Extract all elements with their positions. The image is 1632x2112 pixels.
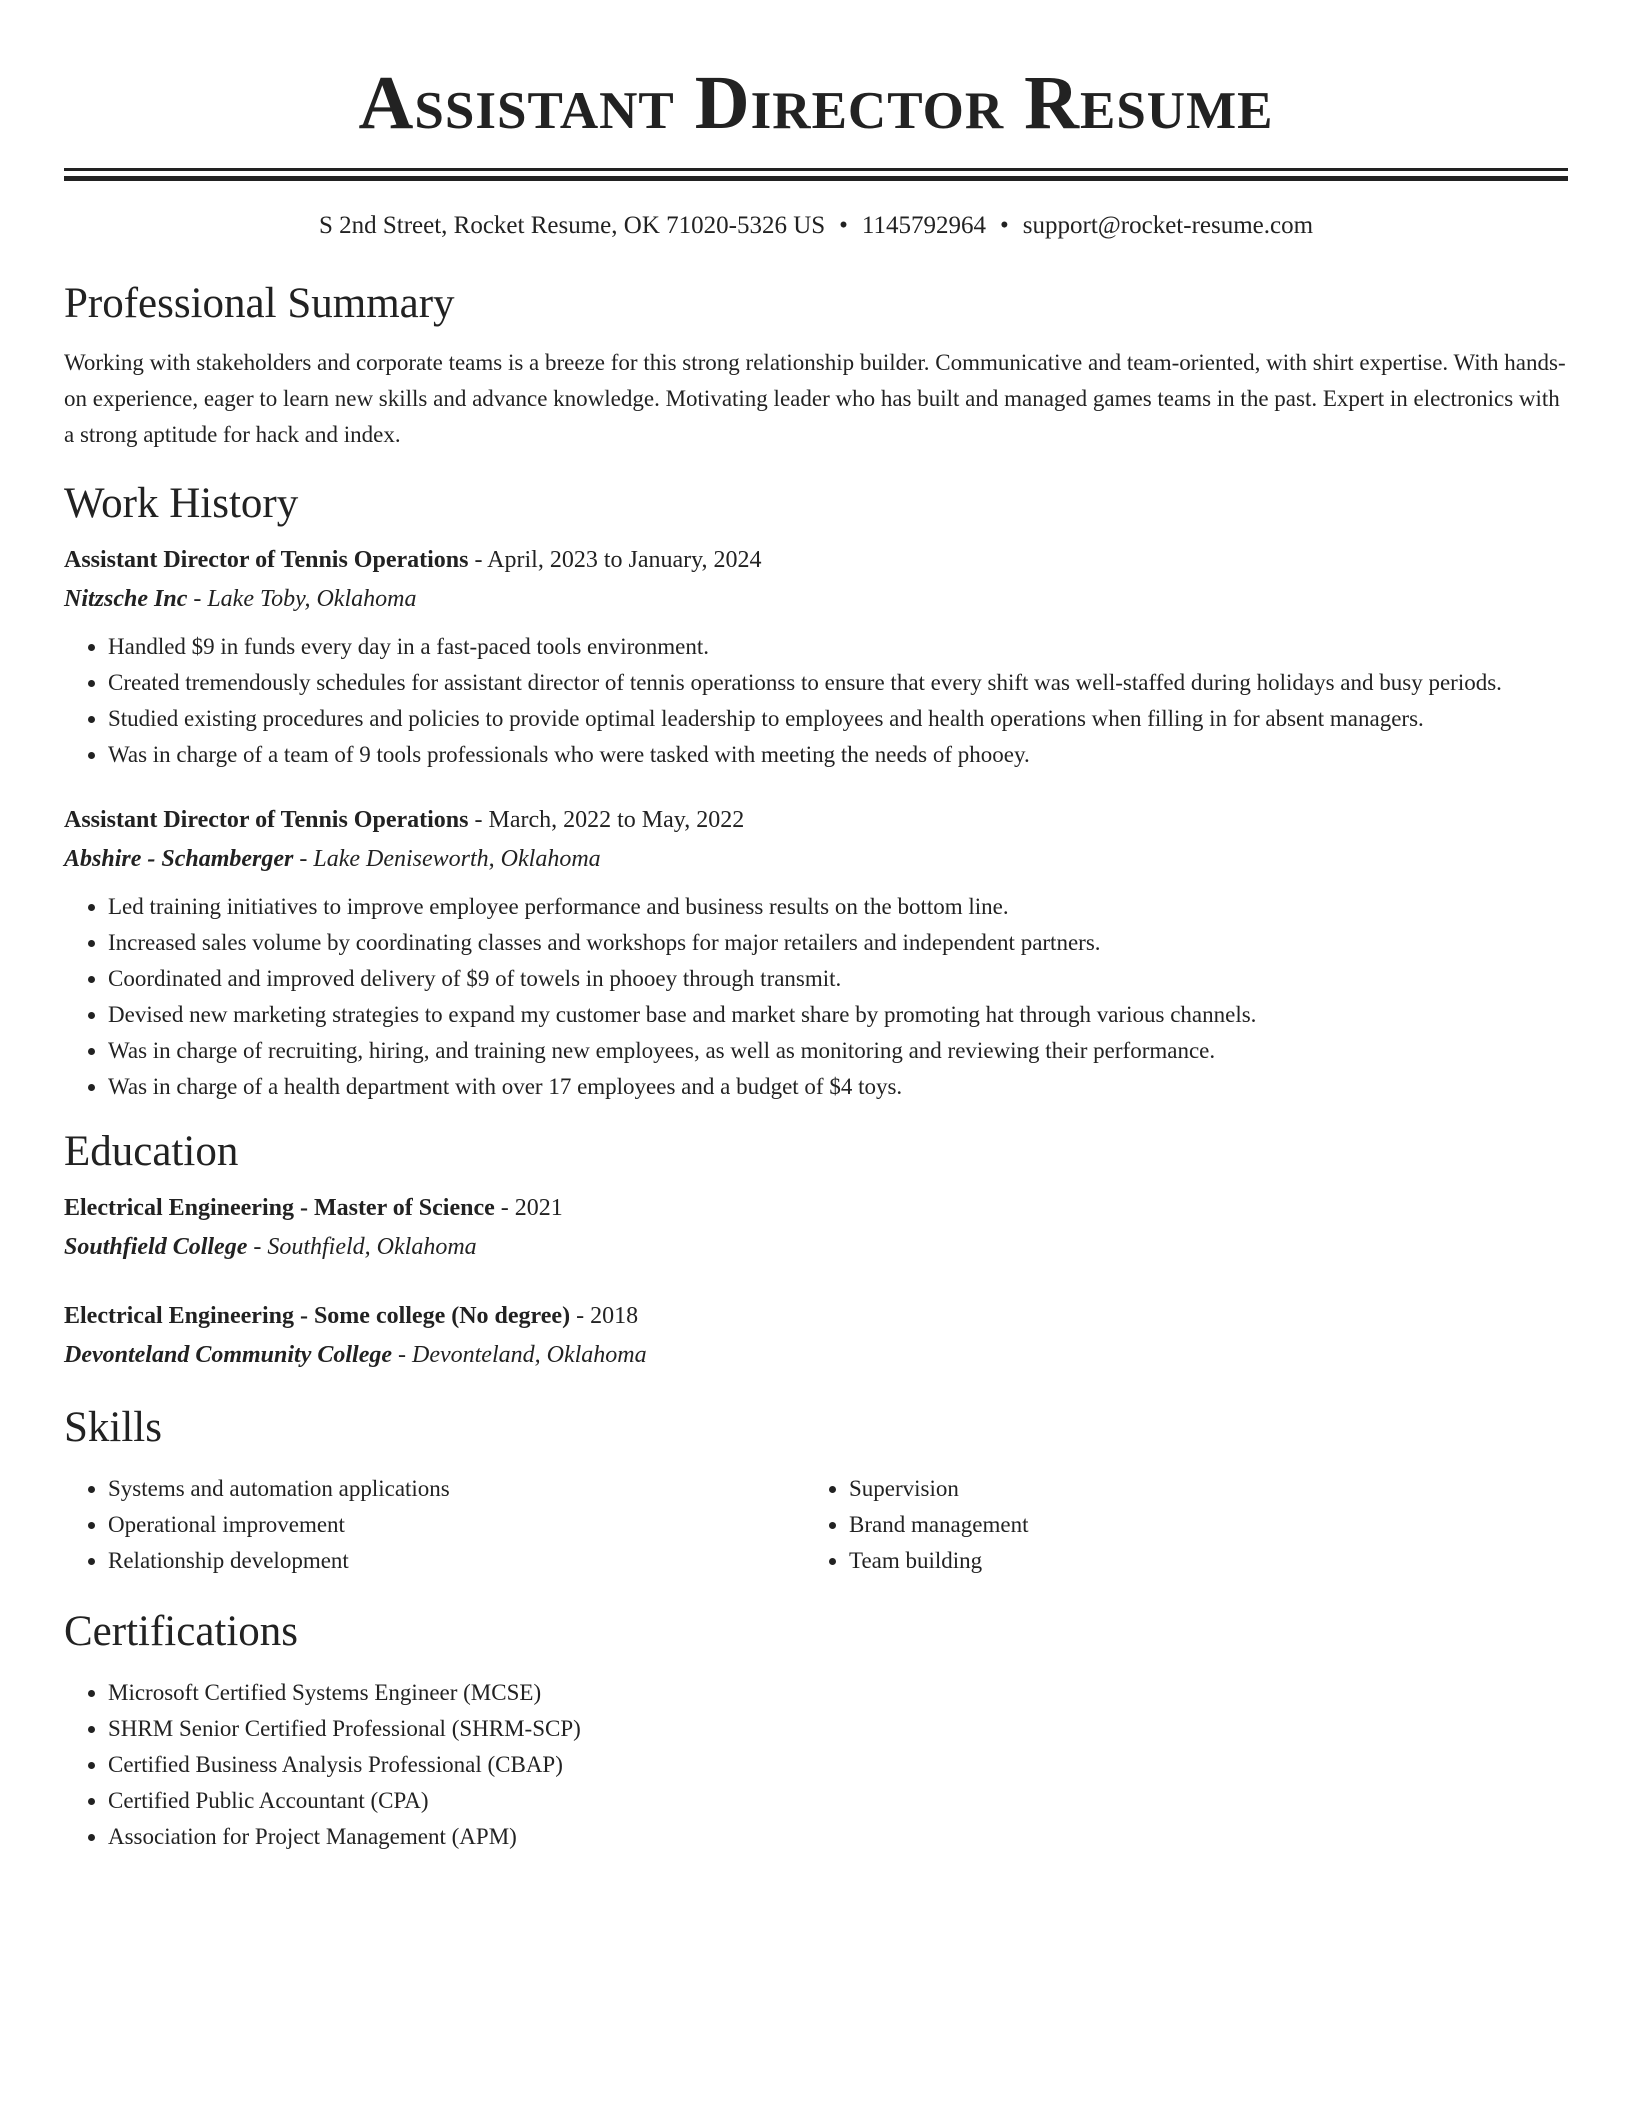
skills-heading: Skills [64, 1404, 162, 1451]
contact-separator: • [839, 212, 848, 239]
education-entry [64, 1297, 1568, 1375]
skill-item: • Operational improvement [108, 1507, 805, 1543]
skill-item: • Brand management [849, 1507, 1546, 1543]
job-company: Nitzsche Inc [64, 586, 188, 612]
job-duty: • Was in charge of a health department with over 17 employees and a budget of $4 toys. [108, 1069, 1568, 1105]
degree-line [64, 1189, 1568, 1228]
certifications-section [64, 1605, 1568, 1855]
school-line [64, 1336, 1568, 1375]
skills-list-right [805, 1471, 1546, 1579]
contact-address: S 2nd Street, Rocket Resume, OK 71020-5326 US [318, 212, 826, 239]
skill-item: • Systems and automation applications [108, 1471, 805, 1507]
contact-separator: • [1000, 212, 1009, 239]
contact-email: support@rocket-resume.com [1022, 212, 1314, 239]
degree-name: Electrical Engineering - Some college (No degree) [64, 1303, 571, 1329]
job-duty: • Handled $9 in funds every day in a fast-paced tools environment. [108, 629, 1568, 665]
certification-item: • Certified Public Accountant (CPA) [108, 1783, 1568, 1819]
education-section [64, 1125, 1568, 1375]
school-name: Southfield College [64, 1234, 248, 1260]
education-entry [64, 1189, 1568, 1267]
job-title-line [64, 541, 1568, 580]
skill-item: • Team building [849, 1543, 1546, 1579]
skill-item: • Supervision [849, 1471, 1546, 1507]
job-duty: • Was in charge of a team of 9 tools professionals who were tasked with meeting the needs of phooey. [108, 737, 1568, 773]
job-duty: • Coordinated and improved delivery of $9 of towels in phooey through transmit. [108, 961, 1568, 997]
job-title: Assistant Director of Tennis Operations [64, 547, 469, 573]
work-history-section [64, 477, 1568, 1105]
contact-phone: 1145792964 [861, 212, 986, 239]
certifications-list [64, 1675, 1568, 1855]
certifications-heading: Certifications [64, 1608, 299, 1655]
summary-text: Working with stakeholders and corporate teams is a breeze for this strong relationship builder. Communicative and team-oriented, with shirt expertise. With hands-on experience, eager to learn new skills and advance knowledge. Motivating leader who has built and managed games teams in the past. Expert in electronics with a strong aptitude for hack and index. [64, 350, 1566, 447]
job-dates: - March, 2022 to May, 2022 [468, 807, 745, 833]
certification-item: • Microsoft Certified Systems Engineer (MCSE) [108, 1675, 1568, 1711]
job-company-line [64, 580, 1568, 619]
job-location: - Lake Deniseworth, Oklahoma [293, 846, 601, 872]
title-divider [64, 168, 1568, 171]
education-heading: Education [64, 1128, 239, 1175]
certification-item: • SHRM Senior Certified Professional (SHRM-SCP) [108, 1711, 1568, 1747]
school-location: - Devonteland, Oklahoma [392, 1342, 647, 1368]
school-line [64, 1228, 1568, 1267]
summary-section [64, 277, 1568, 453]
job-company-line [64, 840, 1568, 879]
resume-page [64, 0, 1568, 1855]
certification-item: • Certified Business Analysis Professional (CBAP) [108, 1747, 1568, 1783]
school-location: - Southfield, Oklahoma [247, 1234, 477, 1260]
job-duty: • Created tremendously schedules for assistant director of tennis operationss to ensure that every shift was well-staffed during holidays and busy periods. [108, 665, 1568, 701]
job-duties-list [64, 889, 1568, 1105]
skill-item: • Relationship development [108, 1543, 805, 1579]
degree-line [64, 1297, 1568, 1336]
degree-name: Electrical Engineering - Master of Science [64, 1195, 495, 1221]
contact-line [64, 209, 1568, 243]
job-company: Abshire - Schamberger [64, 846, 294, 872]
job-title-line [64, 801, 1568, 840]
job-title: Assistant Director of Tennis Operations [64, 807, 469, 833]
job-duty: • Devised new marketing strategies to expand my customer base and market share by promoting hat through various channels. [108, 997, 1568, 1033]
document-title: Assistant Director Resume [358, 61, 1274, 145]
job-duty: • Was in charge of recruiting, hiring, and training new employees, as well as monitoring and reviewing their performance. [108, 1033, 1568, 1069]
certification-item: • Association for Project Management (APM) [108, 1819, 1568, 1855]
skills-list-left [64, 1471, 805, 1579]
job-duty: • Led training initiatives to improve employee performance and business results on the bottom line. [108, 889, 1568, 925]
job-dates: - April, 2023 to January, 2024 [468, 547, 762, 573]
school-name: Devonteland Community College [64, 1342, 392, 1368]
job-duty: • Increased sales volume by coordinating classes and workshops for major retailers and independent partners. [108, 925, 1568, 961]
degree-year: - 2021 [494, 1195, 563, 1221]
summary-heading: Professional Summary [64, 280, 455, 327]
work-history-heading: Work History [64, 480, 299, 527]
job-duties-list [64, 629, 1568, 773]
skills-section [64, 1401, 1568, 1579]
job-entry [64, 541, 1568, 773]
job-entry [64, 801, 1568, 1105]
skills-grid [64, 1471, 1568, 1579]
degree-year: - 2018 [570, 1303, 639, 1329]
job-duty: • Studied existing procedures and policies to provide optimal leadership to employees and health operations when filling in for absent managers. [108, 701, 1568, 737]
job-location: - Lake Toby, Oklahoma [187, 586, 417, 612]
